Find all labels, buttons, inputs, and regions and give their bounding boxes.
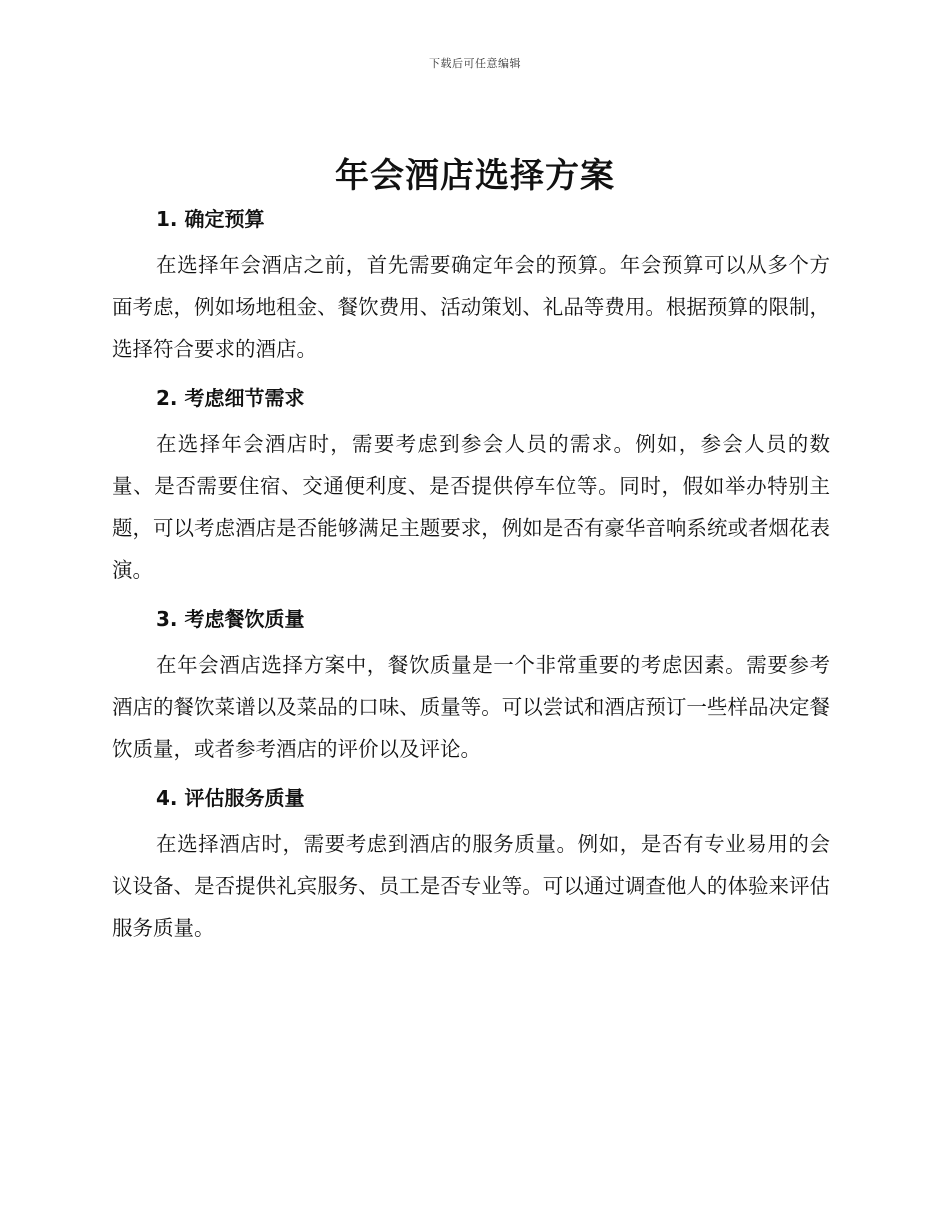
section-heading: 3. 考虑餐饮质量 (156, 607, 305, 631)
section-body: 在选择年会酒店时，需要考虑到参会人员的需求。例如，参会人员的数量、是否需要住宿、交通便利度、是否提供停车位等。同时，假如举办特别主题，可以考虑酒店是否能够满足主题要求，例如是否有豪华音响系统或者烟花表演。 (112, 432, 830, 582)
section-body: 在选择年会酒店之前，首先需要确定年会的预算。年会预算可以从多个方面考虑，例如场地租金、餐饮费用、活动策划、礼品等费用。根据预算的限制，选择符合要求的酒店。 (112, 253, 830, 361)
section-heading: 2. 考虑细节需求 (156, 386, 305, 410)
section-body: 在选择酒店时，需要考虑到酒店的服务质量。例如，是否有专业易用的会议设备、是否提供礼宾服务、员工是否专业等。可以通过调查他人的体验来评估服务质量。 (112, 832, 830, 940)
section-body: 在年会酒店选择方案中，餐饮质量是一个非常重要的考虑因素。需要参考酒店的餐饮菜谱以及菜品的口味、质量等。可以尝试和酒店预订一些样品决定餐饮质量，或者参考酒店的评价以及评论。 (112, 653, 830, 761)
section-catering-quality (112, 603, 830, 770)
section-budget (112, 203, 830, 370)
header-note: 下载后可任意编辑 (429, 57, 521, 70)
section-heading: 4. 评估服务质量 (156, 786, 305, 810)
document-content (112, 203, 830, 961)
section-detail-needs (112, 382, 830, 591)
document-title: 年会酒店选择方案 (335, 156, 615, 196)
section-heading: 1. 确定预算 (156, 207, 265, 231)
section-service-quality (112, 782, 830, 949)
